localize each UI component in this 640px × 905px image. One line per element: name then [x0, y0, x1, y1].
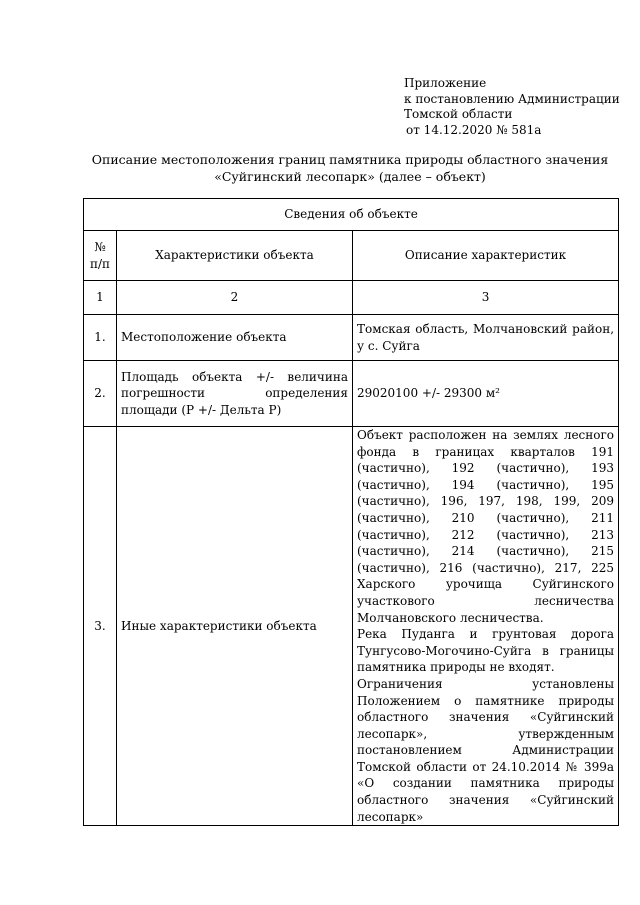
appendix-label: Приложение [404, 76, 487, 90]
table-section-header-row [84, 199, 619, 231]
table-row [84, 361, 619, 427]
column-index-3: 3 [353, 281, 619, 315]
column-index-1: 1 [84, 281, 117, 315]
row-characteristic: Иные характеристики объекта [117, 427, 353, 826]
row-description: 29020100 +/- 29300 м² [353, 361, 619, 427]
row-number: 2. [84, 361, 117, 427]
column-header-description: Описание характеристик [353, 231, 619, 281]
document-title [60, 151, 640, 185]
appendix-date: от 14.12.2020 № 581а [406, 122, 542, 137]
table-row [84, 315, 619, 361]
column-index-2: 2 [117, 281, 353, 315]
appendix-region: Томской области [404, 107, 513, 121]
column-header-number-label: № п/п [89, 239, 111, 271]
document-title-line-1: Описание местоположения границ памятника природы областного значения [91, 152, 609, 167]
row-description [353, 427, 619, 826]
row-number: 1. [84, 315, 117, 361]
table-index-row [84, 281, 619, 315]
table-section-header: Сведения об объекте [84, 199, 619, 231]
appendix-resolution: к постановлению Администрации [404, 91, 620, 106]
row-characteristic: Площадь объекта +/- величина погрешности определения площади (P +/- Дельта P) [117, 361, 353, 427]
document-title-line-2: «Суйгинский лесопарк» (далее – объект) [214, 169, 486, 184]
table-header-row [84, 231, 619, 281]
object-info-table [83, 198, 619, 826]
description-paragraph: Объект расположен на землях лесного фонда в границах кварталов 191 (частично), 192 (частично), 193 (частично), 194 (частично), 195 (частично), 196, 197, 198, 199, 209 (частично), 210 (частично), 211 (частично), 212 (частично), 213 (частично), 214 (частично), 215 (частично), 216 (частично), 217, 225 Харского урочища Суйгинского участкового лесничества Молчановского лесничества. [357, 428, 615, 625]
appendix-header [404, 76, 620, 138]
row-description: Томская область, Молчановский район, у с. Суйга [353, 315, 619, 361]
description-paragraph: Река Пуданга и грунтовая дорога Тунгусово-Могочино-Суйга в границы памятника природы не входят. [357, 627, 615, 675]
column-header-characteristic: Характеристики объекта [117, 231, 353, 281]
column-header-number [84, 231, 117, 281]
description-paragraph: Ограничения установлены Положением о памятнике природы областного значения «Суйгинский лесопарк», утвержденным постановлением Администрации Томской области от 24.10.2014 № 399а «О создании памятника природы областного значения «Суйгинский лесопарк» [357, 676, 615, 824]
row-number: 3. [84, 427, 117, 826]
table-row [84, 427, 619, 826]
row-characteristic: Местоположение объекта [117, 315, 353, 361]
